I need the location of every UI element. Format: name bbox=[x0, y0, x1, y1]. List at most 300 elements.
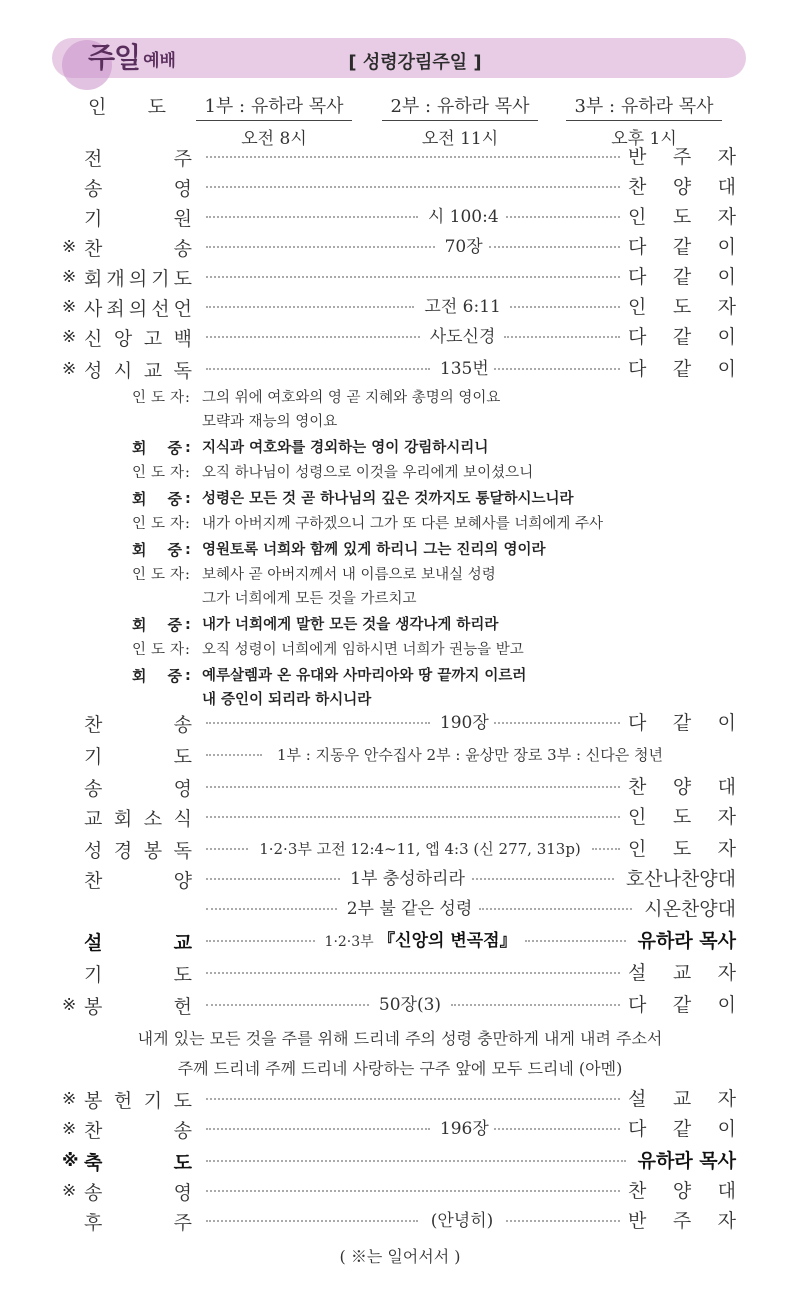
label-char: 중 bbox=[167, 666, 182, 685]
order-item-name bbox=[84, 1116, 192, 1143]
order-row bbox=[0, 1176, 800, 1206]
label-char: 찬 bbox=[628, 176, 647, 198]
order-item-label bbox=[62, 262, 192, 292]
label-char: 반 bbox=[628, 146, 647, 168]
leader-dots bbox=[206, 1190, 620, 1192]
label-char: 주 bbox=[672, 146, 692, 168]
order-item-detail bbox=[325, 926, 516, 956]
label-char: 도 bbox=[173, 1151, 192, 1174]
service-1 bbox=[196, 92, 352, 149]
label-char: 찬 bbox=[628, 1180, 647, 1202]
label-char: 인 bbox=[628, 296, 647, 318]
leader-dots bbox=[206, 878, 340, 880]
label-char: 소 bbox=[143, 807, 163, 830]
order-item-name bbox=[84, 356, 192, 383]
leader-dots bbox=[494, 722, 620, 724]
order-item-person bbox=[628, 1206, 736, 1236]
order-item-person bbox=[628, 772, 736, 802]
label-char: 성 bbox=[84, 359, 103, 382]
order-item-person bbox=[628, 1084, 736, 1114]
label-char: 인 bbox=[132, 642, 147, 658]
label-char: 대 bbox=[717, 176, 736, 198]
label-char: 영 bbox=[173, 777, 192, 800]
order-item-name bbox=[84, 742, 192, 769]
service-3-leader: 3부 : 유하라 목사 bbox=[566, 92, 722, 121]
leader-dots bbox=[206, 306, 414, 308]
order-row bbox=[0, 864, 800, 894]
leader-dots bbox=[206, 1220, 418, 1222]
label-char: 자 bbox=[717, 838, 736, 860]
speaker-label bbox=[132, 512, 184, 536]
order-item-person: 호산나찬양대 bbox=[625, 868, 736, 890]
order-item-person bbox=[628, 354, 736, 384]
order-item-name bbox=[84, 324, 192, 351]
standing-mark: ※ bbox=[62, 267, 77, 287]
order-item-label bbox=[62, 708, 192, 738]
sunday-title: [ 성령강림주일 ] bbox=[348, 52, 482, 73]
standing-mark: ※ bbox=[62, 995, 77, 1015]
leader-dots bbox=[206, 1004, 369, 1006]
label-char: 기 bbox=[143, 1089, 163, 1112]
service-2 bbox=[382, 92, 538, 149]
label-char: 자 bbox=[717, 1088, 736, 1110]
label-char: 기 bbox=[84, 745, 103, 768]
label-char: 인 bbox=[628, 838, 647, 860]
order-row bbox=[0, 262, 800, 292]
reading-line: 그의 위에 여호와의 영 곧 지혜와 총명의 영이요 bbox=[202, 390, 501, 406]
label-char: 중 bbox=[167, 489, 182, 508]
speaker-label bbox=[132, 563, 184, 587]
sermon-services: 1·2·3부 bbox=[324, 934, 379, 950]
label-char: 다 bbox=[628, 994, 647, 1016]
standing-mark: ※ bbox=[62, 1089, 77, 1109]
order-item-person bbox=[628, 172, 736, 202]
label-char: 개 bbox=[106, 267, 125, 290]
leader-dots bbox=[206, 722, 430, 724]
label-char: 자 bbox=[717, 962, 736, 984]
label-char: 같 bbox=[672, 326, 692, 348]
label-char: 도 bbox=[672, 838, 692, 860]
label-char: 중 bbox=[167, 615, 182, 634]
order-item-name bbox=[84, 928, 192, 955]
label-char: 송 bbox=[84, 1181, 103, 1204]
label-char: 봉 bbox=[143, 839, 163, 862]
order-item-person bbox=[628, 708, 736, 738]
leader-dots bbox=[206, 216, 418, 218]
order-item-person bbox=[628, 292, 736, 322]
label-char: 의 bbox=[128, 297, 148, 320]
leader-dots bbox=[206, 816, 620, 818]
label-char: 회 bbox=[132, 666, 147, 685]
leader-dots bbox=[472, 878, 614, 880]
label-char: 자 bbox=[169, 516, 184, 532]
label-char: 이 bbox=[717, 358, 736, 380]
speaker-colon: : bbox=[185, 567, 190, 583]
label-char: 대 bbox=[717, 776, 736, 798]
label-char: 신 bbox=[84, 327, 103, 350]
label-char: 다 bbox=[628, 266, 647, 288]
standing-mark: ※ bbox=[62, 1119, 77, 1139]
label-char: 반 bbox=[628, 1210, 647, 1232]
label-char: 도 bbox=[150, 390, 165, 406]
label-char: 송 bbox=[84, 777, 103, 800]
order-item-label bbox=[62, 354, 192, 384]
order-item-label bbox=[62, 172, 192, 202]
speaker-colon: : bbox=[185, 490, 191, 507]
order-item-name bbox=[84, 294, 192, 321]
label-char: 자 bbox=[717, 296, 736, 318]
reading-line: 내가 아버지께 구하겠으니 그가 또 다른 보혜사를 너희에게 주사 bbox=[202, 516, 604, 532]
order-item-detail: 1부 충성하리라 bbox=[350, 869, 465, 889]
label-char: 고 bbox=[143, 327, 163, 350]
order-item-person: 유하라 목사 bbox=[637, 930, 736, 952]
order-item-detail: 135번 bbox=[439, 359, 489, 379]
label-char: 식 bbox=[173, 807, 192, 830]
label-char: 자 bbox=[717, 146, 736, 168]
label-char: 도 bbox=[672, 806, 692, 828]
leader-dots bbox=[206, 156, 620, 158]
order-row bbox=[0, 926, 800, 956]
leader-dots bbox=[206, 336, 420, 338]
label-char: 인 bbox=[628, 806, 647, 828]
order-item-label bbox=[62, 1206, 192, 1236]
label-char: 이 bbox=[717, 994, 736, 1016]
label-char: 주 bbox=[173, 1211, 192, 1234]
speaker-colon: : bbox=[185, 516, 190, 532]
reading-line: 지식과 여호와를 경외하는 영이 강림하시리니 bbox=[202, 439, 489, 456]
order-item-name bbox=[84, 992, 192, 1019]
label-char: 중 bbox=[167, 438, 182, 457]
label-char: 인 bbox=[88, 96, 107, 118]
label-char: 다 bbox=[628, 236, 647, 258]
order-item-name bbox=[84, 1178, 192, 1205]
label-char: 교 bbox=[143, 359, 163, 382]
label-char: 죄 bbox=[106, 297, 125, 320]
label-char: 도 bbox=[173, 267, 192, 290]
order-row bbox=[0, 1146, 800, 1176]
label-char: 대 bbox=[717, 1180, 736, 1202]
label-char: 찬 bbox=[84, 1119, 103, 1142]
service-3 bbox=[566, 92, 722, 149]
speaker-colon: : bbox=[185, 390, 190, 406]
order-item-detail: 196장 bbox=[439, 1119, 489, 1139]
order-row bbox=[0, 708, 800, 738]
order-item-person bbox=[628, 990, 736, 1020]
label-char: 백 bbox=[173, 327, 192, 350]
leader-dots bbox=[592, 848, 620, 850]
label-char: 독 bbox=[173, 359, 192, 382]
leader-dots bbox=[489, 246, 620, 248]
order-item-person: 시온찬양대 bbox=[644, 898, 736, 920]
label-char: 회 bbox=[132, 489, 147, 508]
order-item-detail: 2부 불 같은 성령 bbox=[346, 899, 473, 919]
order-item-label bbox=[62, 322, 192, 352]
label-char: 이 bbox=[717, 1118, 736, 1140]
label-char: 도 bbox=[672, 206, 692, 228]
leader-dots bbox=[206, 1128, 430, 1130]
leader-dots bbox=[494, 1128, 620, 1130]
order-row bbox=[0, 1206, 800, 1236]
leader-dots bbox=[504, 336, 620, 338]
order-item-label bbox=[62, 926, 192, 956]
label-char: 양 bbox=[672, 176, 692, 198]
speaker-colon: : bbox=[185, 465, 190, 481]
reading-line: 성령은 모든 것 곧 하나님의 깊은 것까지도 통달하시느니라 bbox=[202, 490, 574, 507]
label-char: 인 bbox=[132, 465, 147, 481]
order-row bbox=[0, 1114, 800, 1144]
reading-line: 그가 너희에게 모든 것을 가르치고 bbox=[202, 591, 417, 607]
label-char: 회 bbox=[113, 807, 133, 830]
label-char: 인 bbox=[132, 516, 147, 532]
speaker-label bbox=[132, 664, 182, 688]
reading-line: 모략과 재능의 영이요 bbox=[202, 414, 338, 430]
service-1-leader: 1부 : 유하라 목사 bbox=[196, 92, 352, 121]
order-item-person bbox=[628, 1114, 736, 1144]
label-char: 이 bbox=[717, 326, 736, 348]
order-row bbox=[0, 740, 800, 770]
speaker-label bbox=[132, 386, 184, 410]
label-char: 교 bbox=[173, 931, 192, 954]
order-item-person: 유하라 목사 bbox=[637, 1150, 736, 1172]
order-item-person bbox=[628, 322, 736, 352]
order-item-name bbox=[84, 204, 192, 231]
label-char: 다 bbox=[628, 326, 647, 348]
label-char: 주 bbox=[173, 147, 192, 170]
order-item-name bbox=[84, 264, 192, 291]
label-char: 인 bbox=[132, 390, 147, 406]
order-item-person bbox=[628, 1176, 736, 1206]
label-char: 양 bbox=[173, 869, 192, 892]
leader-dots bbox=[525, 940, 625, 942]
order-item-detail: 사도신경 bbox=[429, 327, 496, 347]
label-char: 인 bbox=[132, 567, 147, 583]
standing-mark: ※ bbox=[62, 359, 77, 379]
label-char: 다 bbox=[628, 358, 647, 380]
order-item-detail: (안녕히) bbox=[430, 1211, 494, 1231]
order-row bbox=[0, 172, 800, 202]
leader-dots bbox=[494, 368, 620, 370]
label-char: 회 bbox=[132, 615, 147, 634]
label-char: 기 bbox=[84, 207, 103, 230]
hymn-lyrics-line-2: 주께 드리네 주께 드리네 사랑하는 구주 앞에 모두 드리네 (아멘) bbox=[177, 1059, 623, 1078]
logo-main-text: 주일 bbox=[88, 41, 141, 74]
order-row bbox=[0, 232, 800, 262]
order-row bbox=[0, 322, 800, 352]
speaker-label bbox=[132, 436, 182, 460]
speaker-colon: : bbox=[185, 616, 191, 633]
label-char: 설 bbox=[628, 962, 647, 984]
standing-mark: ※ bbox=[62, 297, 77, 317]
order-item-person bbox=[628, 262, 736, 292]
label-char: 같 bbox=[672, 236, 692, 258]
order-item-detail: 고전 6:11 bbox=[424, 297, 501, 317]
order-item-label bbox=[62, 772, 192, 802]
label-char: 찬 bbox=[628, 776, 647, 798]
label-char: 도 bbox=[150, 567, 165, 583]
order-item-label bbox=[62, 740, 192, 770]
order-row bbox=[0, 990, 800, 1020]
order-row bbox=[0, 802, 800, 832]
leader-label bbox=[88, 92, 166, 119]
reading-line: 예루살렘과 온 유대와 사마리아와 땅 끝까지 이르러 bbox=[202, 667, 527, 684]
order-item-detail: 1·2·3부 고전 12:4~11, 엡 4:3 (신 277, 313p) bbox=[259, 840, 581, 858]
label-char: 교 bbox=[672, 962, 692, 984]
label-char: 선 bbox=[151, 297, 170, 320]
leader-dots bbox=[206, 908, 337, 910]
speaker-colon: : bbox=[185, 642, 190, 658]
label-char: 앙 bbox=[113, 327, 133, 350]
reading-line: 내 증인이 되리라 하시니라 bbox=[202, 691, 372, 708]
label-char: 같 bbox=[672, 1118, 692, 1140]
standing-mark: ※ bbox=[62, 327, 77, 347]
label-char: 축 bbox=[84, 1151, 103, 1174]
label-char: 헌 bbox=[173, 995, 192, 1018]
label-char: 이 bbox=[717, 236, 736, 258]
sermon-title: 『신앙의 변곡점』 bbox=[378, 931, 517, 951]
leader-dots bbox=[206, 786, 620, 788]
order-item-label bbox=[62, 990, 192, 1020]
label-char: 도 bbox=[672, 296, 692, 318]
service-2-leader: 2부 : 유하라 목사 bbox=[382, 92, 538, 121]
order-item-label bbox=[62, 292, 192, 322]
label-char: 봉 bbox=[84, 995, 103, 1018]
order-item-name bbox=[84, 710, 192, 737]
leader-dots bbox=[206, 276, 620, 278]
order-row bbox=[0, 772, 800, 802]
order-item-detail: 시 100:4 bbox=[427, 207, 499, 227]
speaker-label bbox=[132, 638, 184, 662]
label-char: 사 bbox=[84, 297, 103, 320]
leader-dots bbox=[206, 972, 620, 974]
label-char: 중 bbox=[167, 540, 182, 559]
label-char: 의 bbox=[128, 267, 148, 290]
label-char: 시 bbox=[113, 359, 133, 382]
order-row bbox=[0, 894, 800, 924]
order-item-label bbox=[62, 864, 192, 894]
leader-dots bbox=[206, 368, 430, 370]
label-char: 다 bbox=[628, 1118, 647, 1140]
label-char: 송 bbox=[84, 177, 103, 200]
leader-dots bbox=[206, 246, 435, 248]
label-char: 기 bbox=[151, 267, 170, 290]
label-char: 도 bbox=[150, 642, 165, 658]
leader-dots bbox=[206, 1160, 626, 1162]
label-char: 이 bbox=[717, 712, 736, 734]
label-char: 후 bbox=[84, 1211, 103, 1234]
label-char: 같 bbox=[672, 994, 692, 1016]
order-row bbox=[0, 958, 800, 988]
speaker-colon: : bbox=[185, 667, 191, 684]
order-item-label bbox=[62, 202, 192, 232]
order-item-name bbox=[84, 836, 192, 863]
label-char: 교 bbox=[84, 807, 103, 830]
label-char: 자 bbox=[717, 206, 736, 228]
order-row bbox=[0, 292, 800, 322]
order-item-label bbox=[62, 834, 192, 864]
order-item-person bbox=[628, 202, 736, 232]
order-item-person bbox=[628, 802, 736, 832]
label-char: 찬 bbox=[84, 713, 103, 736]
standing-mark: ※ bbox=[62, 237, 77, 257]
label-char: 자 bbox=[169, 390, 184, 406]
leader-dots bbox=[206, 1098, 620, 1100]
order-row bbox=[0, 142, 800, 172]
order-item-detail: 1부 : 지동우 안수집사 2부 : 윤상만 장로 3부 : 신다은 청년 bbox=[276, 746, 664, 764]
order-row bbox=[0, 354, 800, 384]
label-char: 도 bbox=[173, 1089, 192, 1112]
label-char: 도 bbox=[173, 963, 192, 986]
leader-dots bbox=[206, 186, 620, 188]
label-char: 전 bbox=[84, 147, 103, 170]
label-char: 교 bbox=[672, 1088, 692, 1110]
order-item-label bbox=[62, 232, 192, 262]
speaker-label bbox=[132, 538, 182, 562]
order-item-name bbox=[84, 234, 192, 261]
label-char: 회 bbox=[132, 438, 147, 457]
reading-line: 내가 너희에게 말한 모든 것을 생각나게 하리라 bbox=[202, 616, 499, 633]
speaker-label bbox=[132, 461, 184, 485]
order-item-name bbox=[84, 174, 192, 201]
label-char: 설 bbox=[84, 931, 103, 954]
label-char: 이 bbox=[717, 266, 736, 288]
order-item-label bbox=[62, 802, 192, 832]
label-char: 양 bbox=[672, 1180, 692, 1202]
leader-dots bbox=[510, 306, 620, 308]
label-char: 자 bbox=[717, 1210, 736, 1232]
order-item-name bbox=[84, 774, 192, 801]
order-item-label bbox=[62, 958, 192, 988]
order-item-person bbox=[628, 142, 736, 172]
order-item-label bbox=[62, 1114, 192, 1144]
order-item-label bbox=[62, 1146, 192, 1176]
speaker-colon: : bbox=[185, 439, 191, 456]
label-char: 송 bbox=[173, 237, 192, 260]
order-item-label bbox=[62, 1084, 192, 1114]
hymn-lyrics-line-1: 내게 있는 모든 것을 주를 위해 드리네 주의 성령 충만하게 내게 내려 주소서 bbox=[137, 1029, 663, 1048]
label-char: 같 bbox=[672, 358, 692, 380]
label-char: 원 bbox=[173, 207, 192, 230]
label-char: 도 bbox=[150, 516, 165, 532]
label-char: 송 bbox=[173, 1119, 192, 1142]
speaker-label bbox=[132, 487, 182, 511]
standing-mark: ※ bbox=[62, 1181, 77, 1201]
reading-line: 영원토록 너희와 함께 있게 하리니 그는 진리의 영이라 bbox=[202, 541, 546, 558]
label-char: 성 bbox=[84, 839, 103, 862]
speaker-colon: : bbox=[185, 541, 191, 558]
order-row bbox=[0, 1084, 800, 1114]
label-char: 자 bbox=[717, 806, 736, 828]
service-1-time: 오전 8시 bbox=[241, 129, 307, 149]
leader-dots bbox=[206, 754, 262, 756]
label-char: 회 bbox=[132, 540, 147, 559]
order-item-name bbox=[84, 960, 192, 987]
reading-line: 오직 성령이 너희에게 임하시면 너희가 권능을 받고 bbox=[202, 642, 524, 658]
standing-footnote: ( ※는 일어서서 ) bbox=[339, 1247, 461, 1266]
order-item-name bbox=[84, 1148, 192, 1175]
order-item-person bbox=[628, 232, 736, 262]
label-char: 회 bbox=[84, 267, 103, 290]
label-char: 같 bbox=[672, 712, 692, 734]
label-char: 도 bbox=[147, 96, 166, 118]
leader-dots bbox=[451, 1004, 620, 1006]
logo-sub-text: 예배 bbox=[143, 51, 176, 71]
order-row bbox=[0, 834, 800, 864]
leader-dots bbox=[506, 1220, 620, 1222]
label-char: 도 bbox=[150, 465, 165, 481]
order-item-detail: 50장(3) bbox=[378, 995, 442, 1015]
reading-line: 보혜사 곧 아버지께서 내 이름으로 보내실 성령 bbox=[202, 567, 496, 583]
label-char: 도 bbox=[173, 745, 192, 768]
